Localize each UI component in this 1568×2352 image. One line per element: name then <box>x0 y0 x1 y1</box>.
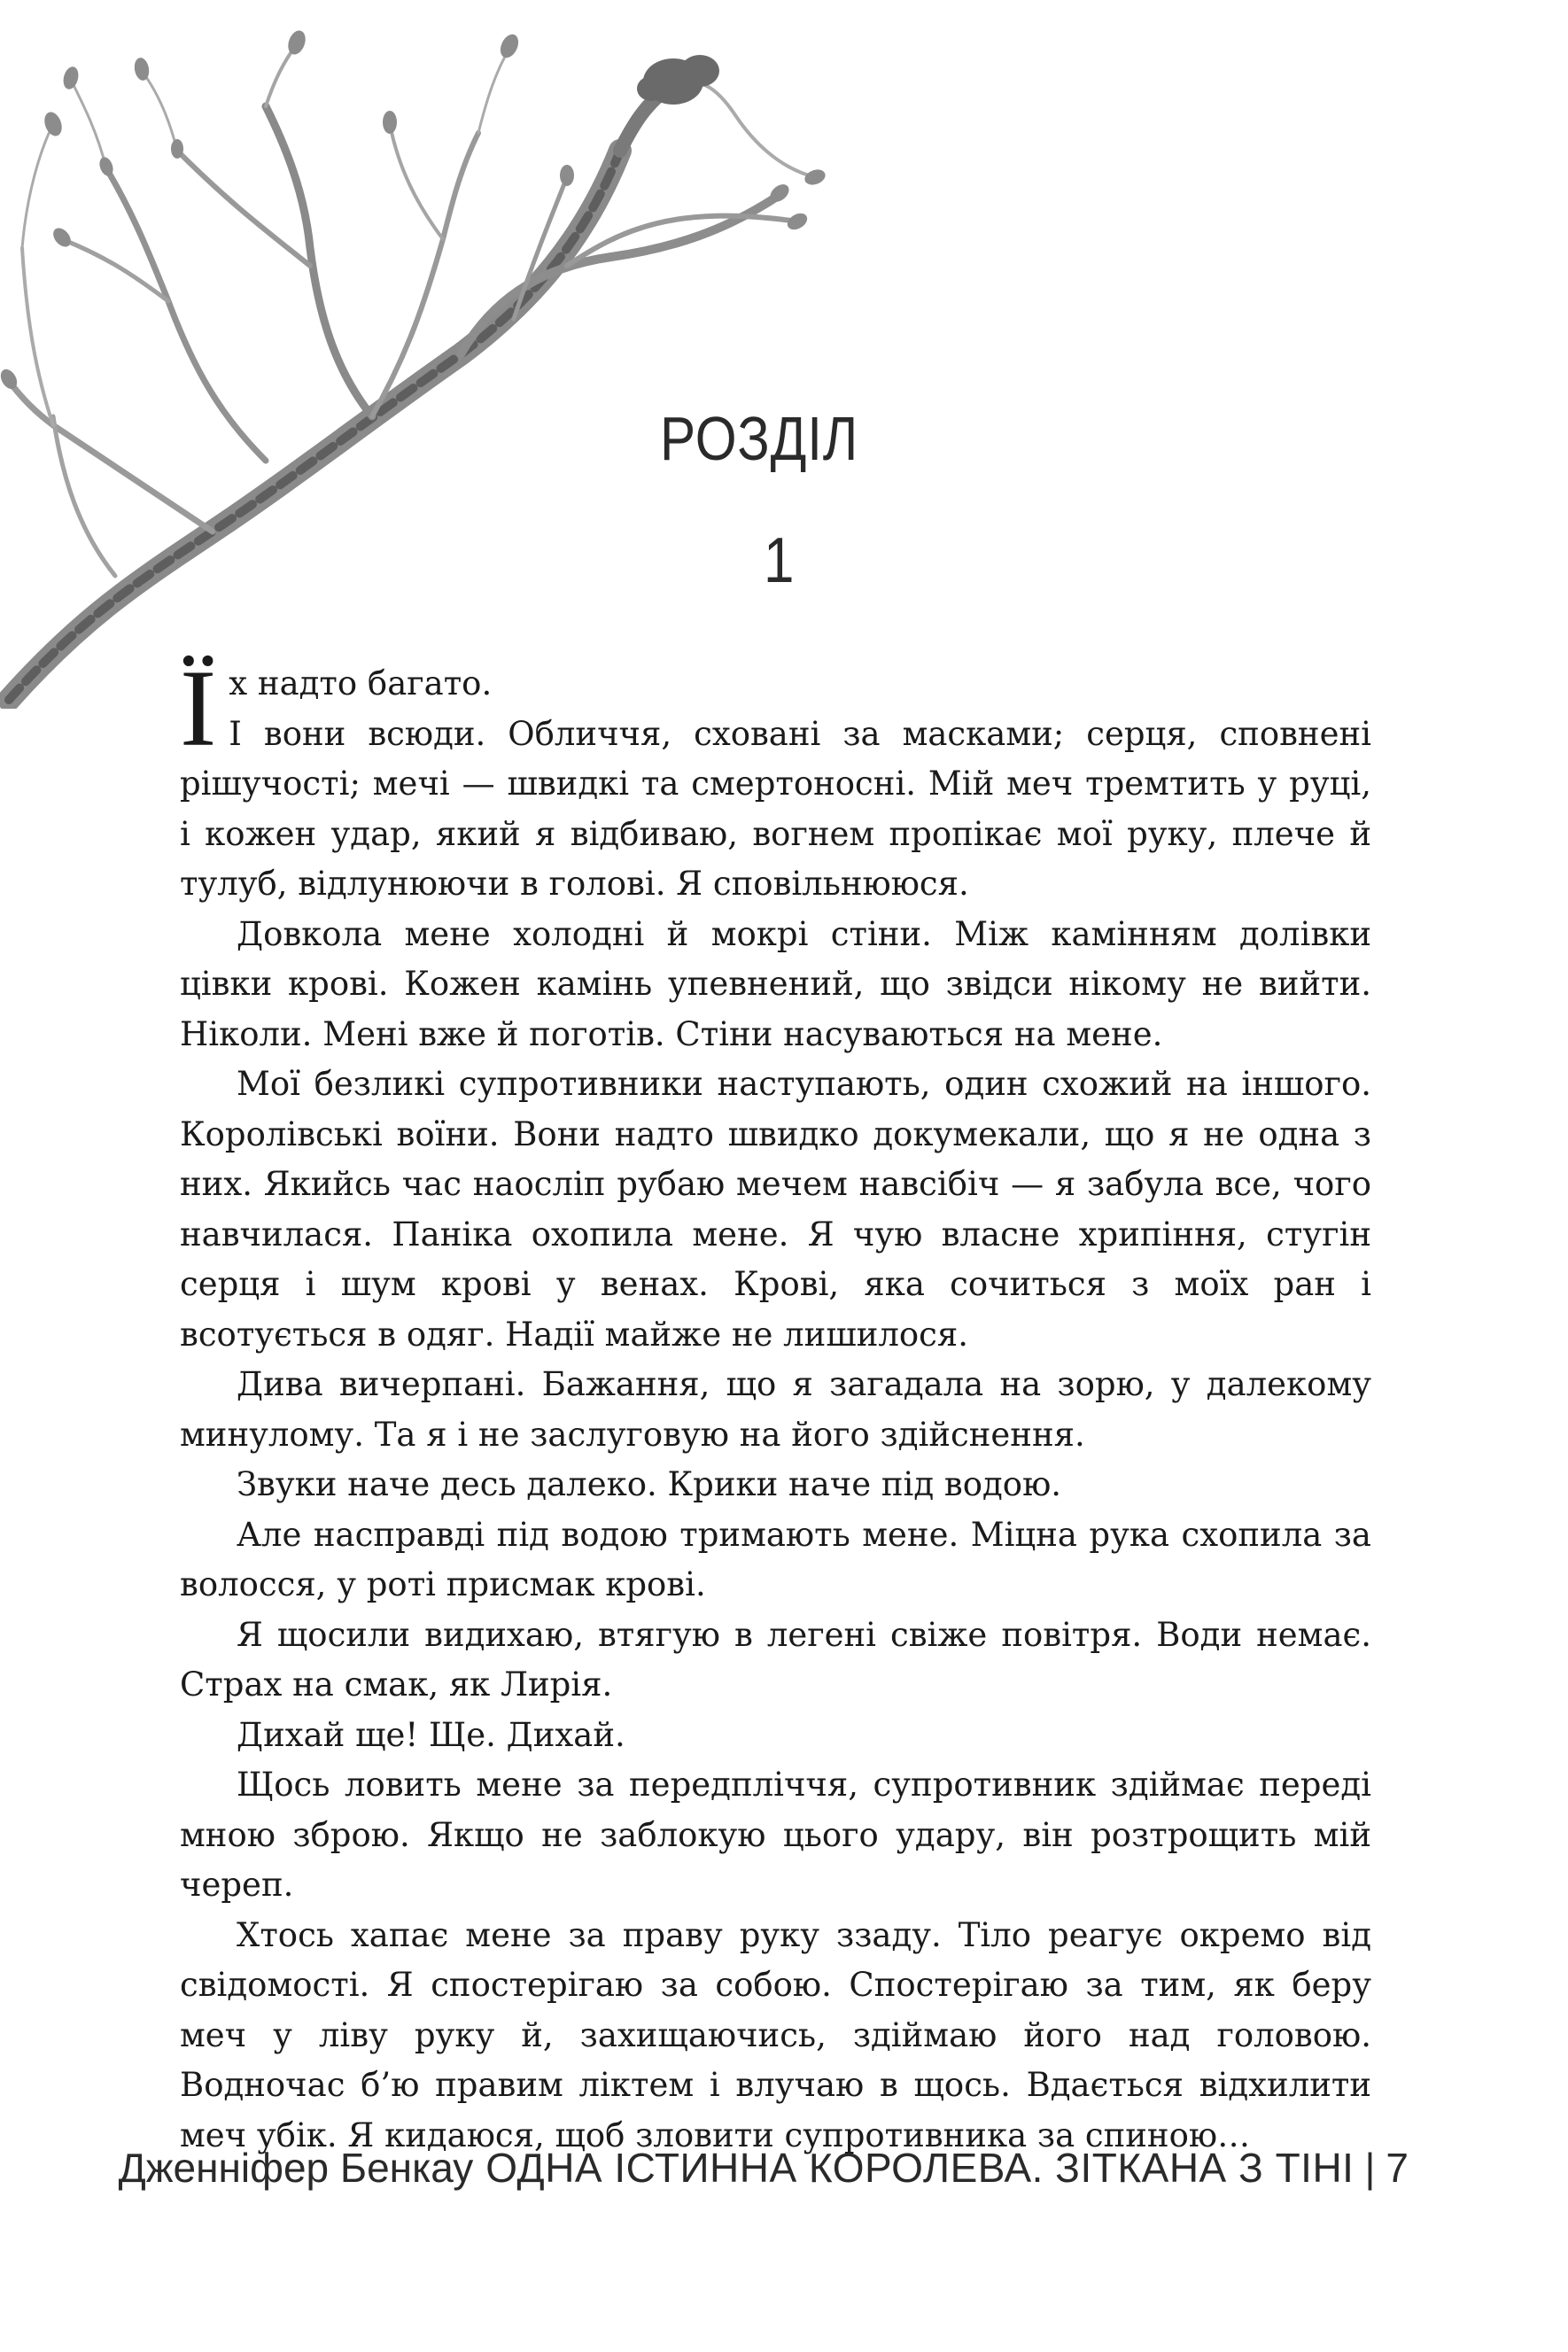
footer-author: Дженніфер Бенкау <box>118 2145 474 2191</box>
footer-book-title: ОДНА ІСТИННА КОРОЛЕВА. ЗІТКАНА З ТІНІ <box>485 2145 1355 2191</box>
paragraph-text: х надто багато. І вони всюди. Обличчя, сховані за масками; серця, сповнені рішучості; мечі — швидкі та смертоносні. Мій меч тремтить у руці, і кожен удар, який я відбиваю, вогнем пропікає мої руку, плече й тулуб, відлунюючи в голові. Я сповільнююся. <box>180 664 1371 903</box>
branch-illustration <box>0 0 850 709</box>
paragraph: Хтось хапає мене за праву руку ззаду. Тіло реагує окремо від свідомості. Я спостерігаю за собою. Спостерігаю за тим, як беру меч у ліву руку й, захищаючись, здіймаю його над головою. Водночас б’ю правим ліктем і влучаю в щось. Вдається відхилити меч убік. Я кидаюся, щоб зловити супротивника за спиною… <box>180 1915 1371 2154</box>
chapter-heading: РОЗДІЛ <box>660 404 859 473</box>
drop-cap: Ї <box>180 648 217 769</box>
paragraph: Щось ловить мене за передпліччя, супротивник здіймає переді мною зброю. Якщо не заблокую цього удару, він розтрощить мій череп. <box>180 1766 1371 1904</box>
running-footer <box>0 2144 1409 2192</box>
paragraph <box>180 648 1371 910</box>
chapter-number: 1 <box>764 525 795 596</box>
paragraph: Я щосили видихаю, втягую в легені свіже повітря. Води немає. Страх на смак, як Лирія. <box>180 1615 1371 1704</box>
paragraph: Звуки наче десь далеко. Крики наче під водою. <box>237 1465 1062 1503</box>
paragraph: Дива вичерпані. Бажання, що я загадала на зорю, у далекому минулому. Та я і не заслуговую на його здійснення. <box>180 1365 1371 1454</box>
paragraph: Але насправді під водою тримають мене. Міцна рука схопила за волосся, у роті присмак крові. <box>180 1515 1371 1603</box>
page-number: 7 <box>1386 2145 1409 2191</box>
chapter-body <box>180 648 1371 2161</box>
paragraph: Мої безликі супротивники наступають, один схожий на іншого. Королівські воїни. Вони надто швидко докумекали, що я не одна з них. Якийсь час наосліп рубаю мечем навсібіч — я забула все, чого навчилася. Паніка охопила мене. Я чую власне хрипіння, стугін серця і шум крові у венах. Крові, яка сочиться з моїх ран і всотується в одяг. Надії майже не лишилося. <box>180 1065 1371 1354</box>
paragraph: Довкола мене холодні й мокрі стіни. Між камінням долівки цівки крові. Кожен камінь упевнений, що звідси нікому не вийти. Ніколи. Мені вже й поготів. Стіни насуваються на мене. <box>180 914 1371 1053</box>
footer-separator: | <box>1364 2145 1376 2191</box>
paragraph: Дихай ще! Ще. Дихай. <box>237 1715 625 1754</box>
